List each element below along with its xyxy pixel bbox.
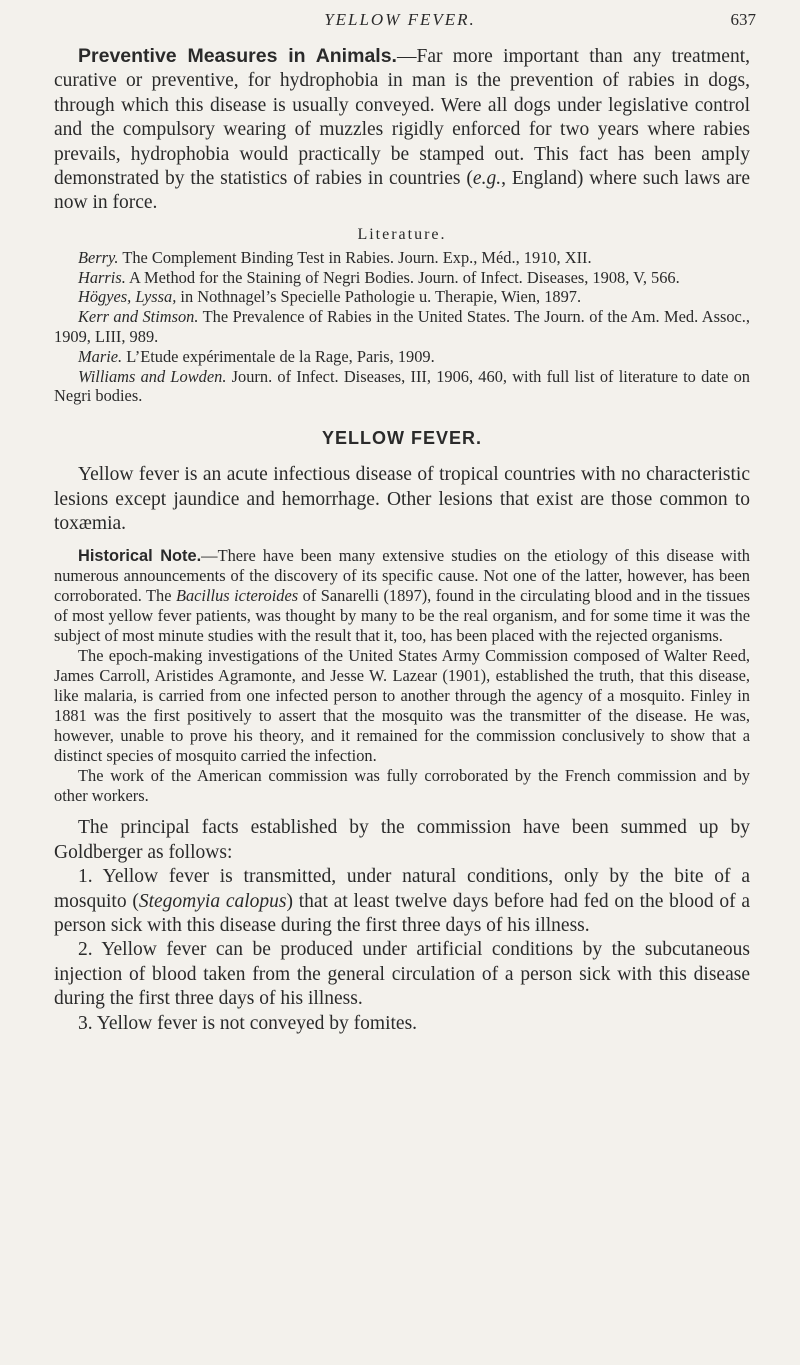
fact-text-b: ) that at least twelve days before had fed on the blood of a person sick with this disease during the first three days of his illness.: [54, 890, 750, 937]
literature-ref: [54, 287, 750, 307]
literature-ref: [54, 367, 750, 407]
ref-author: Williams and Lowden.: [78, 366, 227, 386]
literature-list: [54, 248, 750, 406]
literature-ref: [54, 248, 750, 268]
page-content: [54, 44, 750, 1036]
preventive-measures-heading: Preventive Measures in Animals.: [78, 45, 397, 67]
list-item: [54, 938, 750, 1011]
preventive-measures-text-end: , England) where such laws are now in force.: [54, 168, 751, 214]
list-item: [54, 1012, 750, 1036]
fact-text-a: 3. Yellow fever is not conveyed by fomites.: [78, 1012, 418, 1034]
commission-paragraph: The epoch-making investigations of the United States Army Commission composed of Walter Reed, James Carroll, Aristides Agramonte, and Jesse W. Lazear (1901), established the truth, that this disease, like malaria, is carried from one infected person to another through the agency of a mosquito. Finley in 1881 was the first positively to assert that the mosquito was the transmitter of the disease. He was, however, unable to prove his theory, and it remained for the commission conclusively to show that a distinct species of mosquito carried the infection.: [54, 646, 750, 766]
ref-text: in Nothnagel’s Specielle Pathologie u. Therapie, Wien, 1897.: [176, 287, 582, 307]
preventive-measures-eg: e.g.: [472, 168, 502, 190]
running-title: YELLOW FEVER.: [324, 10, 476, 29]
ref-author: Berry.: [78, 247, 119, 267]
ref-author: Högyes, Lyssa,: [78, 287, 177, 307]
fact-text-a: 1. Yellow fever is transmitted, under natural conditions, only by the bite of a mosquito (: [54, 866, 750, 912]
literature-heading: Literature.: [357, 225, 447, 243]
historical-note-text-a: —There have been many extensive studies on the etiology of this disease with numerous announcements of the discovery of its specific cause. Not one of the latter, however, has been corroborated. The: [54, 546, 750, 606]
historical-note-heading: Historical Note.: [78, 547, 202, 566]
historical-note-paragraph: [54, 546, 750, 646]
facts-list: [54, 865, 750, 1036]
list-item: [54, 865, 750, 938]
corroboration-paragraph: The work of the American commission was fully corroborated by the French commission and by other workers.: [54, 766, 750, 806]
ref-text: A Method for the Staining of Negri Bodies. Journ. of Infect. Diseases, 1908, V, 566.: [125, 267, 680, 287]
literature-ref: [54, 347, 750, 367]
preventive-measures-text: —Far more important than any treatment, curative or preventive, for hydrophobia in man is the prevention of rabies in dogs, through which this disease is usually conveyed. Were all dogs under legislative control and the compulsory wearing of muzzles rigidly enforced for two years where rabies prevails, hydrophobia would practically be stamped out. This fact has been amply demonstrated by the statistics of rabies in countries (: [54, 46, 750, 190]
ref-text: L’Etude expérimentale de la Rage, Paris, 1909.: [122, 346, 435, 366]
ref-author: Harris.: [78, 267, 126, 287]
ref-text: The Complement Binding Test in Rabies. Journ. Exp., Méd., 1910, XII.: [118, 247, 592, 267]
ref-text: The Prevalence of Rabies in the United States. The Journ. of the Am. Med. Assoc., 1909, LIII, 989.: [54, 307, 750, 347]
facts-intro: The principal facts established by the commission have been summed up by Goldberger as follows:: [54, 817, 750, 863]
fact-text-a: 2. Yellow fever can be produced under artificial conditions by the subcutaneous injection of blood taken from the general circulation of a person sick with this disease during the first three days of his illness.: [54, 939, 750, 1010]
yellow-fever-heading: YELLOW FEVER.: [321, 428, 482, 449]
ref-author: Kerr and Stimson.: [78, 307, 199, 327]
page-number: 637: [730, 10, 756, 29]
yellow-fever-intro: Yellow fever is an acute infectious disease of tropical countries with no characteristic lesions except jaundice and hemorrhage. Other lesions that exist are those common to toxæmia.: [54, 464, 750, 535]
mosquito-species: Stegomyia calopus: [138, 890, 287, 912]
historical-note-text-b: of Sanarelli (1897), found in the circulating blood and in the tissues of most yellow fever patients, was thought by many to be the real organism, and for some time it was the subject of most minute studies with the result that it, too, has been placed with the rejected organisms.: [54, 586, 751, 646]
literature-ref: [54, 268, 750, 288]
preventive-measures-paragraph: [54, 44, 750, 216]
ref-text: Journ. of Infect. Diseases, III, 1906, 460, with full list of literature to date on Negri bodies.: [54, 366, 750, 406]
bacillus-name: Bacillus icteroides: [175, 586, 299, 606]
ref-author: Marie.: [78, 346, 123, 366]
literature-ref: [54, 307, 750, 347]
